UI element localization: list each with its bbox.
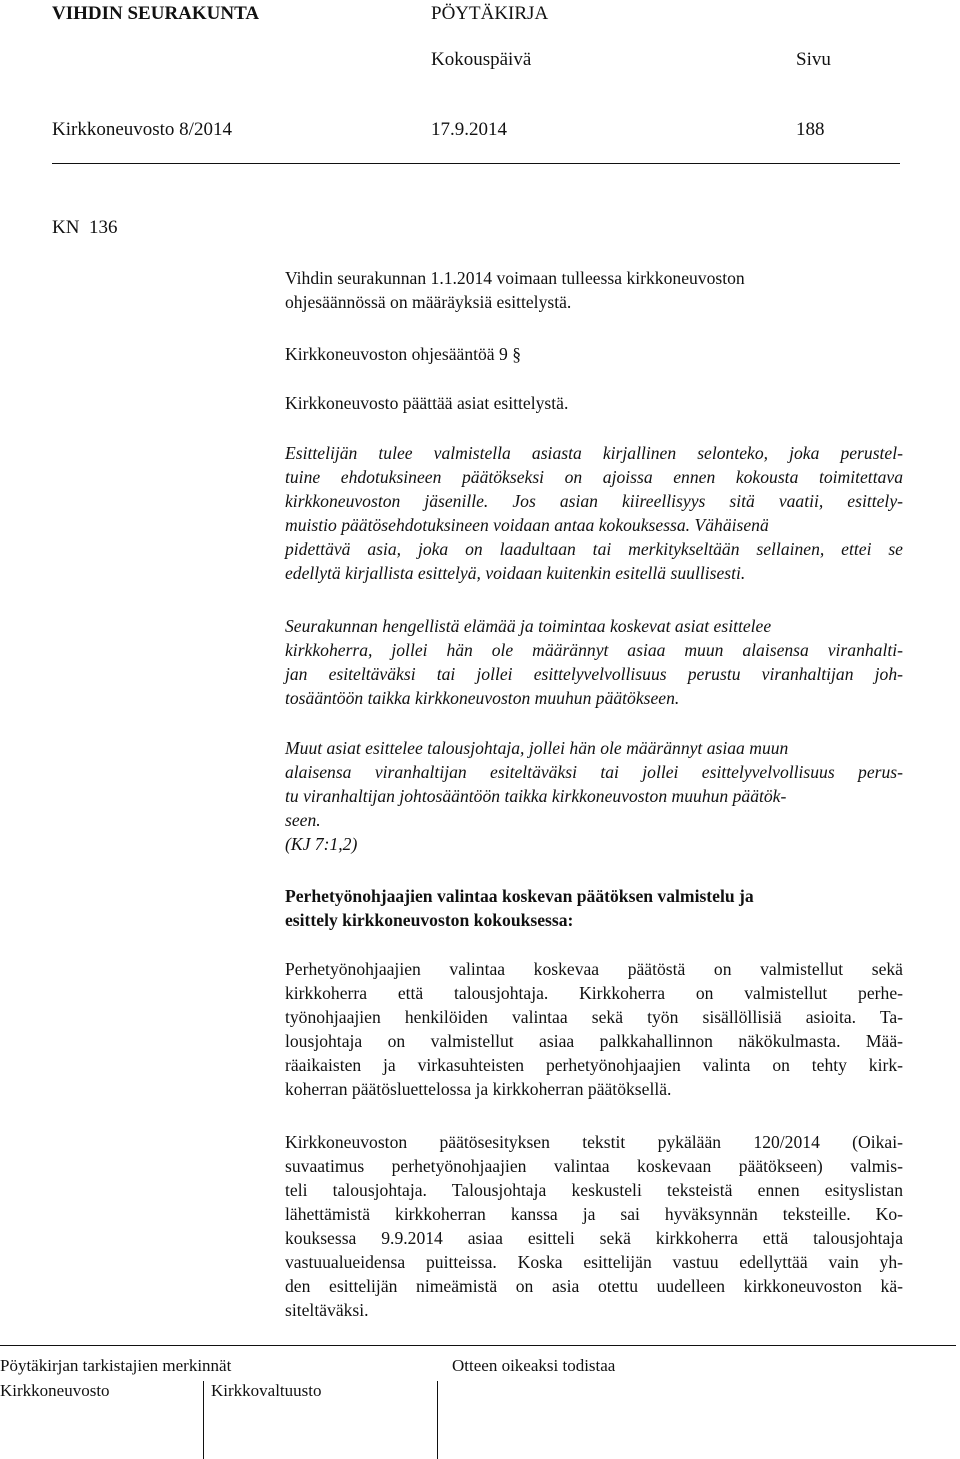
- rule-line: Kirkkoneuvosto päättää asiat esittelystä.: [285, 393, 569, 413]
- text-line: vastuualueidensa puitteissa. Koska esittelijän vastuu edellyttää vain yh-: [285, 1252, 903, 1272]
- text-line: alaisensa viranhaltijan esiteltäväksi tai jollei esittelyvelvollisuus perus-: [285, 762, 903, 782]
- section-number: KN 136: [52, 217, 118, 238]
- text-line: suvaatimus perhetyönohjaajien valintaa koskevaan päätökseen) valmis-: [285, 1156, 903, 1176]
- body-paragraph-2: [285, 1130, 903, 1322]
- text-line: Seurakunnan hengellistä elämää ja toimintaa koskevat asiat esittelee: [285, 616, 772, 636]
- text-line: muistio päätösehdotuksineen voidaan antaa kokouksessa. Vähäisenä: [285, 515, 769, 535]
- footer-kirkkovaltuusto: Kirkkovaltuusto: [211, 1381, 322, 1400]
- text-line: lähettämistä kirkkoherran kanssa ja sai hyväksynnän teksteille. Ko-: [285, 1204, 903, 1224]
- subheading-line: Perhetyönohjaajien valintaa koskevan päätöksen valmistelu ja: [285, 886, 754, 906]
- rule-title: Kirkkoneuvoston ohjesääntöä 9 §: [285, 344, 522, 364]
- text-line: Perhetyönohjaajien valintaa koskevaa päätöstä on valmistellut sekä: [285, 959, 903, 979]
- text-line: kouksessa 9.9.2014 asiaa esitteli sekä kirkkoherra että talousjohtaja: [285, 1228, 903, 1248]
- quoted-paragraph-1: [285, 441, 903, 585]
- footer-separator-2: [437, 1381, 438, 1459]
- meeting-name: Kirkkoneuvosto 8/2014: [52, 119, 232, 140]
- text-line: Vihdin seurakunnan 1.1.2014 voimaan tulleessa kirkkoneuvoston: [285, 268, 745, 288]
- text-line: tu viranhaltijan johtosääntöön taikka kirkkoneuvoston muuhun päätök-: [285, 786, 787, 806]
- meeting-date-label: Kokouspäivä: [431, 49, 532, 70]
- page-number: 188: [796, 119, 825, 140]
- quoted-paragraph-2: [285, 614, 903, 710]
- text-line: kirkkoherra, jollei hän ole määrännyt asiaa muun alaisensa viranhalti-: [285, 640, 903, 660]
- text-line: pidettävä asia, joka on laadultaan tai merkitykseltään sellainen, ettei se: [285, 539, 903, 559]
- footer-divider: [0, 1345, 956, 1346]
- text-line: Muut asiat esittelee talousjohtaja, jollei hän ole määrännyt asiaa muun: [285, 738, 789, 758]
- footer-kirkkoneuvosto: Kirkkoneuvosto: [0, 1381, 110, 1400]
- text-line: tuine ehdotuksineen päätökseksi on ajoissa ennen kokousta toimitettava: [285, 467, 903, 487]
- text-line: lousjohtaja on valmistellut asiaa palkkahallinnon näkökulmasta. Mää-: [285, 1031, 903, 1051]
- text-line: teli talousjohtaja. Talousjohtaja keskusteli teksteistä ennen esityslistan: [285, 1180, 903, 1200]
- intro-paragraph: [285, 266, 903, 314]
- document-type: PÖYTÄKIRJA: [431, 3, 549, 24]
- footer-separator-1: [203, 1381, 204, 1459]
- text-line: Kirkkoneuvoston päätösesityksen tekstit pykälään 120/2014 (Oikai-: [285, 1132, 903, 1152]
- meeting-date: 17.9.2014: [431, 119, 507, 140]
- quoted-paragraph-3: [285, 736, 903, 856]
- text-line: kirkkoherra että talousjohtaja. Kirkkoherra on valmistellut perhe-: [285, 983, 903, 1003]
- text-line: seen.: [285, 810, 321, 830]
- subheading: [285, 884, 903, 932]
- text-line: Esittelijän tulee valmistella asiasta kirjallinen selonteko, joka perustel-: [285, 443, 903, 463]
- text-line: tosääntöön taikka kirkkoneuvoston muuhun päätökseen.: [285, 688, 680, 708]
- body-paragraph-1: [285, 957, 903, 1101]
- page-label: Sivu: [796, 49, 831, 70]
- organization-name: VIHDIN SEURAKUNTA: [52, 3, 260, 24]
- text-line: siteltäväksi.: [285, 1300, 369, 1320]
- header-divider: [52, 163, 900, 164]
- text-line: koherran päätösluettelossa ja kirkkoherran päätöksellä.: [285, 1079, 672, 1099]
- law-reference: (KJ 7:1,2): [285, 834, 358, 854]
- text-line: edellytä kirjallista esittelyä, voidaan kuitenkin esitellä suullisesti.: [285, 563, 746, 583]
- text-line: jan esiteltäväksi tai jollei esittelyvelvollisuus perustu viranhaltijan joh-: [285, 664, 903, 684]
- inspectors-label: Pöytäkirjan tarkistajien merkinnät: [0, 1356, 232, 1375]
- text-line: työnohjaajien henkilöiden valintaa sekä työn sisällöllisiä asioita. Ta-: [285, 1007, 903, 1027]
- certified-label: Otteen oikeaksi todistaa: [452, 1356, 616, 1375]
- subheading-line: esittely kirkkoneuvoston kokouksessa:: [285, 910, 574, 930]
- text-line: räaikaisten ja virkasuhteisten perhetyönohjaajien valinta on tehty kirk-: [285, 1055, 903, 1075]
- text-line: kirkkoneuvoston jäsenille. Jos asian kiireellisyys sitä vaatii, esittely-: [285, 491, 903, 511]
- text-line: den esittelijän nimeämistä on asia otettu uudelleen kirkkoneuvoston kä-: [285, 1276, 903, 1296]
- text-line: ohjesäännössä on määräyksiä esittelystä.: [285, 292, 572, 312]
